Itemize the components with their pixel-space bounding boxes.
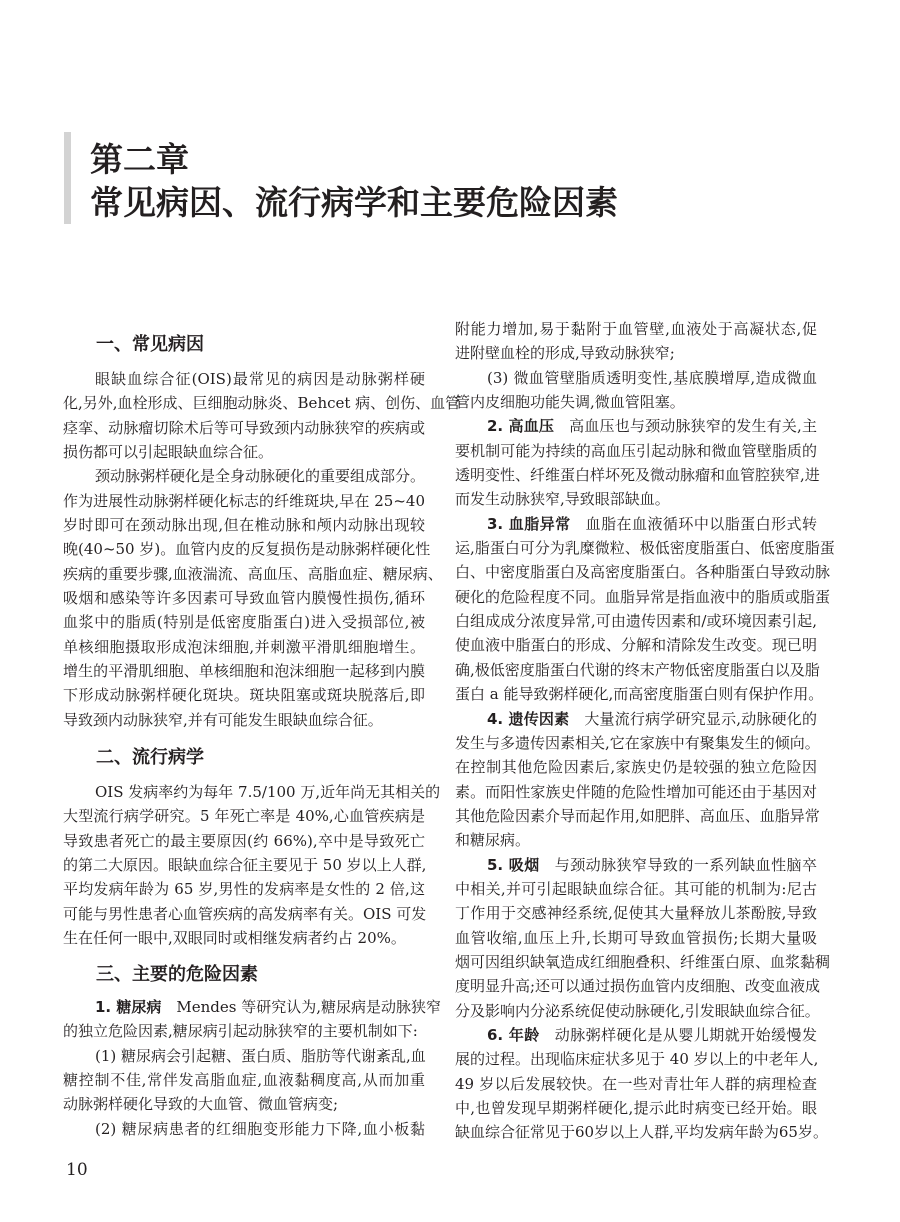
paragraph <box>455 317 817 366</box>
line-text: 大型流行病学研究。5 年死亡率是 40%,心血管疾病是 <box>63 807 425 826</box>
heading-spacer <box>63 770 425 780</box>
line-text: 损伤都可以引起眼缺血综合征。 <box>63 443 274 462</box>
line-text: 蛋白 a 能导致粥样硬化,而高密度脂蛋白则有保护作用。 <box>455 685 824 704</box>
heading-spacer <box>63 357 425 367</box>
text-line <box>455 999 820 1023</box>
chapter-title-accent-bar <box>64 132 71 224</box>
text-line <box>63 1068 425 1092</box>
line-text: 高血压也与颈动脉狭窄的发生有关,主 <box>569 417 817 436</box>
section-heading: 三、主要的危险因素 <box>96 964 258 985</box>
text-line <box>63 804 425 828</box>
text-line <box>455 682 824 706</box>
text-line <box>63 877 425 901</box>
text-line <box>63 489 425 513</box>
section-common-causes <box>63 333 461 732</box>
line-text: 硬化的危险程度不同。血脂异常是指血液中的脂质或脂蛋 <box>455 587 831 606</box>
line-text: 疾病的重要步骤,血液湍流、高血压、高脂血症、糖尿病、 <box>63 564 443 583</box>
line-text: 白、中密度脂蛋白及高密度脂蛋白。各种脂蛋白导致动脉 <box>455 563 831 582</box>
text-line <box>455 731 820 755</box>
line-text: 血管收缩,血压上升,长期可导致血管损伤;长期大量吸 <box>455 928 817 947</box>
line-text: (1) 糖尿病会引起糖、蛋白质、脂肪等代谢紊乱,血 <box>95 1046 426 1065</box>
line-text: 单核细胞摄取形成泡沫细胞,并刺激平滑肌细胞增生。 <box>63 637 425 656</box>
line-text: 在控制其他危险因素后,家族史仍是较强的独立危险因 <box>455 758 817 777</box>
line-text: 生在任何一眼中,双眼同时或相继发病者约占 20%。 <box>63 929 406 948</box>
risk-factor-heading: 5. 吸烟 <box>487 855 540 874</box>
paragraph <box>455 707 820 853</box>
text-line <box>63 513 425 537</box>
line-text: 其他危险因素介导而起作用,如肥胖、高血压、血脂异常 <box>455 806 820 825</box>
text-line <box>455 828 817 852</box>
risk-factor-heading: 6. 年龄 <box>487 1025 540 1044</box>
text-line <box>455 1096 817 1120</box>
line-text: 白组成成分浓度异常,可由遗传因素和/或环境因素引起, <box>455 612 817 631</box>
text-line <box>455 926 817 950</box>
line-text: 吸烟和感染等许多因素可导致血管内膜慢性损伤,循环 <box>63 589 425 608</box>
paragraph <box>63 1117 425 1141</box>
line-text: 导致患者死亡的最主要原因(约 66%),卒中是导致死亡 <box>63 831 425 850</box>
line-text: Mendes 等研究认为,糖尿病是动脉狭窄 <box>176 998 441 1016</box>
paragraph <box>63 1044 425 1117</box>
text-line <box>455 463 820 487</box>
paragraph <box>455 853 831 1023</box>
paragraph <box>63 464 443 732</box>
text-line <box>63 829 425 853</box>
text-line <box>63 1019 425 1043</box>
text-line <box>455 658 820 682</box>
text-line <box>63 416 425 440</box>
paragraph <box>63 780 441 950</box>
line-text: (2) 糖尿病患者的红细胞变形能力下降,血小板黏 <box>95 1119 425 1138</box>
risk-factor-heading: 3. 血脂异常 <box>487 514 571 533</box>
section-risk-factors <box>63 963 441 1141</box>
paragraph <box>63 995 441 1044</box>
line-text: 素。而阳性家族史伴随的危险性增加可能还由于基因对 <box>455 782 817 801</box>
line-text: 作为进展性动脉粥样硬化标志的纤维斑块,早在 25~40 <box>63 491 425 510</box>
line-text: 中,也曾发现早期粥样硬化,提示此时病变已经开始。眼 <box>455 1099 817 1117</box>
line-text: 的第二大原因。眼缺血综合征主要见于 50 岁以上人群, <box>63 856 427 875</box>
text-line <box>455 901 817 925</box>
paragraph <box>455 414 820 511</box>
line-text: (3) 微血管壁脂质透明变性,基底膜增厚,造成微血 <box>487 368 817 387</box>
line-text: 分及影响内分泌系统促使动脉硬化,引发眼缺血综合征。 <box>455 1001 820 1020</box>
text-line <box>63 1117 425 1141</box>
text-line <box>455 804 820 828</box>
line-text: OIS 发病率约为每年 7.5/100 万,近年尚无其相关的 <box>95 783 441 801</box>
line-text: 进附壁血栓的形成,导致动脉狭窄; <box>455 344 675 363</box>
text-line <box>455 974 821 998</box>
text-line <box>63 464 425 488</box>
line-text: 平均发病年龄为 65 岁,男性的发病率是女性的 2 倍,这 <box>63 880 425 899</box>
line-text: 中相关,并可引起眼缺血综合征。其可能的机制为:尼古 <box>455 879 817 898</box>
text-line <box>63 853 425 877</box>
line-text: 晚(40~50 岁)。血管内皮的反复损伤是动脉粥样硬化性 <box>63 540 431 559</box>
text-line <box>455 633 817 657</box>
page-number: 10 <box>66 1160 88 1180</box>
text-line <box>63 586 425 610</box>
section-heading: 二、流行病学 <box>96 747 204 768</box>
text-line <box>455 560 831 584</box>
line-text: 使血液中脂蛋白的形成、分解和清除发生改变。现已明 <box>455 636 817 655</box>
chapter-title: 常见病因、流行病学和主要危险因素 <box>90 183 618 222</box>
section-heading: 一、常见病因 <box>96 334 204 355</box>
line-text: 下形成动脉粥样硬化斑块。斑块阻塞或斑块脱落后,即 <box>63 686 425 705</box>
line-text: 和糖尿病。 <box>455 831 531 850</box>
text-line <box>63 562 443 586</box>
text-line <box>63 708 425 732</box>
line-text: 要机制可能为持续的高血压引起动脉和微血管壁脂质的 <box>455 441 817 460</box>
heading-spacer <box>63 987 425 995</box>
line-text: 痉挛、动脉瘤切除术后等可导致颈内动脉狭窄的疾病或 <box>63 418 425 437</box>
text-line <box>455 1072 817 1096</box>
text-line <box>455 853 817 877</box>
chapter-number: 第二章 <box>90 140 189 179</box>
line-text: 动脉粥样硬化是从婴儿期就开始缓慢发 <box>554 1025 817 1044</box>
text-line <box>63 902 425 926</box>
text-line <box>63 683 425 707</box>
line-text: 透明变性、纤维蛋白样坏死及微动脉瘤和血管腔狭窄,进 <box>455 466 820 485</box>
line-text: 度明显升高;还可以通过损伤血管内皮细胞、改变血液成 <box>455 977 821 996</box>
text-line <box>455 585 831 609</box>
text-line <box>63 635 425 659</box>
line-text: 而发生动脉狭窄,导致眼部缺血。 <box>455 490 670 509</box>
text-line <box>455 707 817 731</box>
risk-factor-heading: 2. 高血压 <box>487 417 555 436</box>
text-line <box>455 950 831 974</box>
line-text: 与颈动脉狭窄导致的一系列缺血性脑卒 <box>554 855 817 874</box>
text-line <box>63 1092 425 1116</box>
text-line <box>455 1120 828 1144</box>
line-text: 丁作用于交感神经系统,促使其大量释放儿茶酚胺,导致 <box>455 904 817 923</box>
line-text: 的独立危险因素,糖尿病引起动脉狭窄的主要机制如下: <box>63 1022 418 1041</box>
line-text: 导致颈内动脉狭窄,并有可能发生眼缺血综合征。 <box>63 710 383 729</box>
section-epidemiology <box>63 746 441 950</box>
text-line <box>63 367 425 391</box>
text-line <box>455 341 817 365</box>
text-line <box>63 537 431 561</box>
line-text: 血浆中的脂质(特别是低密度脂蛋白)进入受损部位,被 <box>63 613 425 632</box>
line-text: 大量流行病学研究显示,动脉硬化的 <box>584 709 817 728</box>
line-text: 烟可因组织缺氧造成红细胞叠积、纤维蛋白原、血浆黏稠 <box>455 952 831 971</box>
line-text: 管内皮细胞功能失调,微血管阻塞。 <box>455 393 685 412</box>
line-text: 化,另外,血栓形成、巨细胞动脉炎、Behcet 病、创伤、血管 <box>63 394 461 413</box>
text-line <box>455 877 817 901</box>
paragraph <box>455 1023 828 1145</box>
text-line <box>455 317 817 341</box>
line-text: 49 岁以后发展较快。在一些对青壮年人群的病理检查 <box>455 1074 817 1093</box>
text-line <box>455 439 817 463</box>
text-line <box>63 440 425 464</box>
line-text: 确,极低密度脂蛋白代谢的终末产物低密度脂蛋白以及脂 <box>455 660 820 679</box>
line-text: 岁时即可在颈动脉出现,但在椎动脉和颅内动脉出现较 <box>63 516 425 535</box>
text-line <box>63 995 441 1019</box>
text-line <box>455 366 817 390</box>
line-text: 附能力增加,易于黏附于血管壁,血液处于高凝状态,促 <box>455 320 817 338</box>
text-line <box>455 780 817 804</box>
line-text: 展的过程。出现临床症状多见于 40 岁以上的中老年人, <box>455 1050 819 1069</box>
text-line <box>455 755 817 779</box>
text-line <box>63 926 425 950</box>
line-text: 运,脂蛋白可分为乳糜微粒、极低密度脂蛋白、低密度脂蛋 <box>455 539 835 558</box>
paragraph <box>63 367 461 464</box>
text-line <box>455 609 817 633</box>
text-line <box>455 487 817 511</box>
text-line <box>63 659 425 683</box>
text-line <box>455 536 835 560</box>
text-line <box>63 610 425 634</box>
risk-factor-heading: 1. 糖尿病 <box>95 998 162 1016</box>
text-line <box>455 512 817 536</box>
text-line <box>63 1044 425 1068</box>
line-text: 增生的平滑肌细胞、单核细胞和泡沫细胞一起移到内膜 <box>63 662 425 681</box>
right-column <box>455 317 835 1145</box>
text-line <box>455 1047 817 1071</box>
line-text: 发生与多遗传因素相关,它在家族中有聚集发生的倾向。 <box>455 733 820 752</box>
text-line <box>455 390 817 414</box>
text-line <box>455 1023 817 1047</box>
line-text: 可能与男性患者心血管疾病的高发病率有关。OIS 可发 <box>63 904 427 923</box>
line-text: 缺血综合征常见于60岁以上人群,平均发病年龄为65岁。 <box>455 1123 828 1142</box>
risk-factor-heading: 4. 遗传因素 <box>487 709 570 728</box>
line-text: 动脉粥样硬化导致的大血管、微血管病变; <box>63 1095 339 1114</box>
line-text: 糖控制不佳,常伴发高脂血症,血液黏稠度高,从而加重 <box>63 1071 425 1090</box>
text-line <box>455 414 817 438</box>
text-line <box>63 391 461 415</box>
line-text: 眼缺血综合征(OIS)最常见的病因是动脉粥样硬 <box>95 370 425 388</box>
text-line <box>63 780 441 804</box>
paragraph <box>455 512 835 707</box>
paragraph <box>455 366 817 415</box>
line-text: 颈动脉粥样硬化是全身动脉硬化的重要组成部分。 <box>95 467 426 486</box>
line-text: 血脂在血液循环中以脂蛋白形式转 <box>585 514 817 533</box>
